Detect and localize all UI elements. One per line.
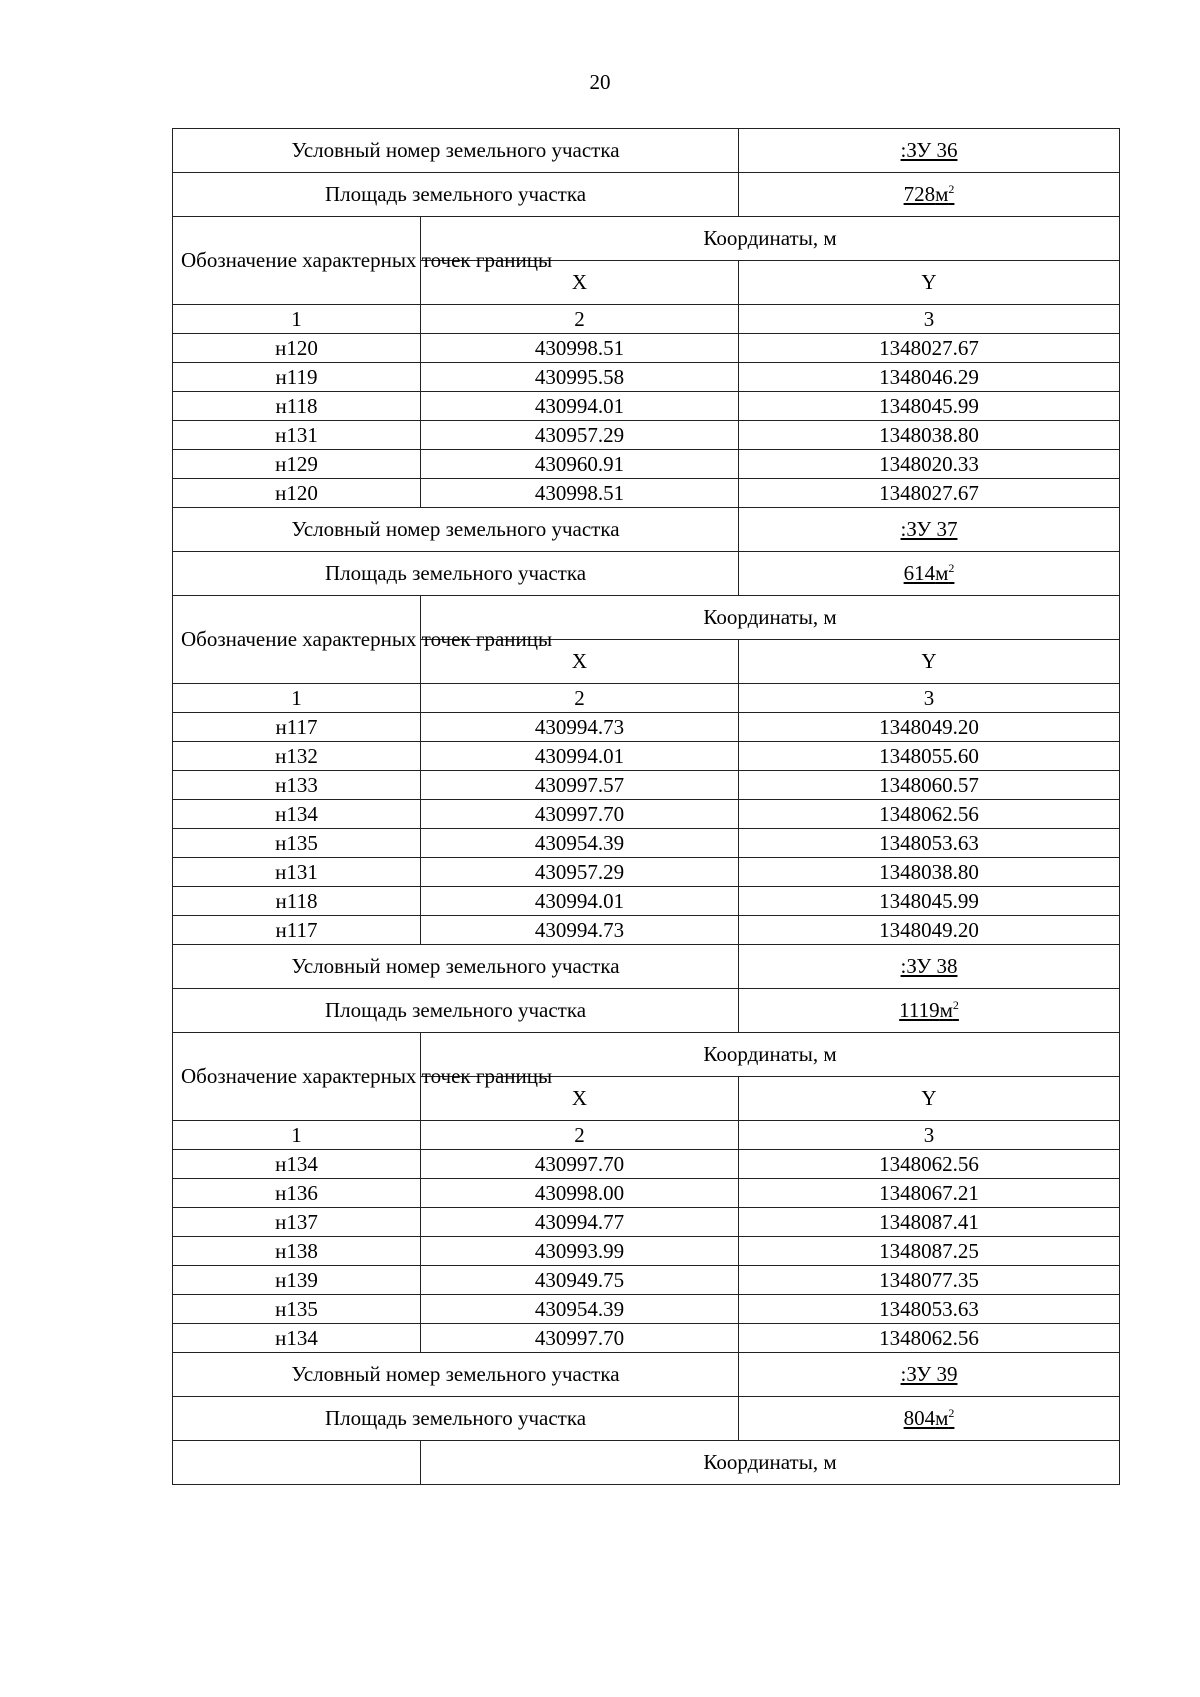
table-row: [173, 334, 1120, 363]
point-y: 1348027.67: [739, 334, 1120, 363]
plot-number: :ЗУ 39: [900, 1362, 958, 1386]
point-name: н117: [173, 713, 421, 742]
table-row: [173, 742, 1120, 771]
area-unit: м: [939, 998, 953, 1022]
column-number-2: 2: [421, 684, 739, 713]
point-y: 1348027.67: [739, 479, 1120, 508]
designation-header: Обозначение характерных точек границы: [173, 596, 421, 684]
area-unit-superscript: 2: [948, 182, 955, 196]
table-row: [173, 392, 1120, 421]
point-name: н131: [173, 421, 421, 450]
point-y: 1348087.41: [739, 1208, 1120, 1237]
y-header: Y: [739, 640, 1120, 684]
point-y: 1348062.56: [739, 1324, 1120, 1353]
point-y: 1348038.80: [739, 858, 1120, 887]
table-row: [173, 1150, 1120, 1179]
point-name: н131: [173, 858, 421, 887]
point-x: 430994.01: [421, 392, 739, 421]
plot-number-label: Условный номер земельного участка: [173, 129, 739, 173]
plot-number-value: [739, 1353, 1120, 1397]
area-number: 614: [903, 561, 936, 585]
designation-header: Обозначение характерных точек границы: [173, 1033, 421, 1121]
point-x: 430997.70: [421, 800, 739, 829]
designation-header: Обозначение характерных точек границы: [173, 217, 421, 305]
coords-header-row: [173, 1033, 1120, 1077]
point-name: н117: [173, 916, 421, 945]
point-y: 1348077.35: [739, 1266, 1120, 1295]
coords-header-row: [173, 596, 1120, 640]
point-x: 430954.39: [421, 1295, 739, 1324]
point-y: 1348055.60: [739, 742, 1120, 771]
plot-number-label: Условный номер земельного участка: [173, 508, 739, 552]
column-number-1: 1: [173, 1121, 421, 1150]
point-y: 1348049.20: [739, 713, 1120, 742]
area-label: Площадь земельного участка: [173, 989, 739, 1033]
area-unit-superscript: 2: [948, 561, 955, 575]
coords-header-row: [173, 1441, 1120, 1485]
plot-number: :ЗУ 36: [900, 138, 958, 162]
point-y: 1348053.63: [739, 829, 1120, 858]
point-name: н132: [173, 742, 421, 771]
point-y: 1348067.21: [739, 1179, 1120, 1208]
table-row: [173, 1208, 1120, 1237]
plot-number: :ЗУ 38: [900, 954, 958, 978]
point-x: 430998.51: [421, 334, 739, 363]
point-name: н118: [173, 887, 421, 916]
point-x: 430998.51: [421, 479, 739, 508]
coordinates-table: [172, 128, 1120, 1485]
x-header: X: [421, 1077, 739, 1121]
point-x: 430994.73: [421, 916, 739, 945]
area-row: [173, 552, 1120, 596]
table-row: [173, 858, 1120, 887]
point-name: н135: [173, 1295, 421, 1324]
point-x: 430954.39: [421, 829, 739, 858]
point-y: 1348060.57: [739, 771, 1120, 800]
plot-number-row: [173, 945, 1120, 989]
area-value: [904, 1406, 955, 1430]
area-value: [904, 182, 955, 206]
y-header: Y: [739, 261, 1120, 305]
table-row: [173, 829, 1120, 858]
point-y: 1348020.33: [739, 450, 1120, 479]
area-row: [173, 1397, 1120, 1441]
point-name: н134: [173, 1150, 421, 1179]
plot-number-row: [173, 508, 1120, 552]
area-unit: м: [935, 561, 949, 585]
table-row: [173, 771, 1120, 800]
area-number: 728: [903, 182, 936, 206]
table-row: [173, 800, 1120, 829]
column-number-row: [173, 1121, 1120, 1150]
column-number-2: 2: [421, 1121, 739, 1150]
area-cell: [739, 989, 1120, 1033]
point-name: н137: [173, 1208, 421, 1237]
area-number: 1119: [899, 998, 940, 1022]
column-number-2: 2: [421, 305, 739, 334]
point-x: 430997.57: [421, 771, 739, 800]
point-name: н119: [173, 363, 421, 392]
point-name: н129: [173, 450, 421, 479]
area-number: 804: [903, 1406, 936, 1430]
point-name: н134: [173, 800, 421, 829]
table-row: [173, 363, 1120, 392]
area-unit-superscript: 2: [948, 1406, 955, 1420]
coords-header: Координаты, м: [421, 217, 1120, 261]
page-number: 20: [589, 70, 611, 94]
table-row: [173, 1324, 1120, 1353]
column-number-row: [173, 305, 1120, 334]
point-y: 1348038.80: [739, 421, 1120, 450]
area-unit: м: [935, 1406, 949, 1430]
table-row: [173, 887, 1120, 916]
plot-number-value: [739, 945, 1120, 989]
point-y: 1348053.63: [739, 1295, 1120, 1324]
column-number-3: 3: [739, 1121, 1120, 1150]
coords-header-row: [173, 217, 1120, 261]
point-name: н136: [173, 1179, 421, 1208]
point-y: 1348087.25: [739, 1237, 1120, 1266]
point-name: н120: [173, 334, 421, 363]
y-header: Y: [739, 1077, 1120, 1121]
point-x: 430994.01: [421, 742, 739, 771]
plot-number-value: [739, 508, 1120, 552]
point-name: н133: [173, 771, 421, 800]
plot-number-label: Условный номер земельного участка: [173, 945, 739, 989]
point-name: н134: [173, 1324, 421, 1353]
plot-number-row: [173, 129, 1120, 173]
point-y: 1348062.56: [739, 800, 1120, 829]
plot-number-label: Условный номер земельного участка: [173, 1353, 739, 1397]
coords-header: Координаты, м: [421, 1441, 1120, 1485]
point-x: 430957.29: [421, 421, 739, 450]
point-y: 1348045.99: [739, 887, 1120, 916]
point-x: 430997.70: [421, 1324, 739, 1353]
table-row: [173, 916, 1120, 945]
table-row: [173, 450, 1120, 479]
point-name: н138: [173, 1237, 421, 1266]
area-row: [173, 173, 1120, 217]
point-x: 430994.77: [421, 1208, 739, 1237]
point-x: 430995.58: [421, 363, 739, 392]
point-x: 430960.91: [421, 450, 739, 479]
point-x: 430994.73: [421, 713, 739, 742]
point-name: н118: [173, 392, 421, 421]
plot-number-row: [173, 1353, 1120, 1397]
point-y: 1348062.56: [739, 1150, 1120, 1179]
point-y: 1348046.29: [739, 363, 1120, 392]
point-x: 430994.01: [421, 887, 739, 916]
table-row: [173, 1266, 1120, 1295]
column-number-3: 3: [739, 684, 1120, 713]
table-row: [173, 421, 1120, 450]
designation-header-empty: [173, 1441, 421, 1485]
area-value: [904, 561, 955, 585]
x-header: X: [421, 261, 739, 305]
area-label: Площадь земельного участка: [173, 552, 739, 596]
area-value: [899, 998, 959, 1022]
area-label: Площадь земельного участка: [173, 173, 739, 217]
point-name: н139: [173, 1266, 421, 1295]
point-x: 430997.70: [421, 1150, 739, 1179]
point-x: 430949.75: [421, 1266, 739, 1295]
area-cell: [739, 1397, 1120, 1441]
point-name: н135: [173, 829, 421, 858]
table-row: [173, 479, 1120, 508]
column-number-row: [173, 684, 1120, 713]
point-y: 1348045.99: [739, 392, 1120, 421]
column-number-3: 3: [739, 305, 1120, 334]
area-unit-superscript: 2: [952, 998, 959, 1012]
column-number-1: 1: [173, 305, 421, 334]
coords-header: Координаты, м: [421, 1033, 1120, 1077]
area-unit: м: [935, 182, 949, 206]
area-cell: [739, 173, 1120, 217]
table-row: [173, 1237, 1120, 1266]
table-row: [173, 713, 1120, 742]
area-row: [173, 989, 1120, 1033]
table-row: [173, 1179, 1120, 1208]
table-row: [173, 1295, 1120, 1324]
area-cell: [739, 552, 1120, 596]
plot-number-value: [739, 129, 1120, 173]
point-x: 430998.00: [421, 1179, 739, 1208]
x-header: X: [421, 640, 739, 684]
plot-number: :ЗУ 37: [900, 517, 958, 541]
area-label: Площадь земельного участка: [173, 1397, 739, 1441]
point-x: 430993.99: [421, 1237, 739, 1266]
column-number-1: 1: [173, 684, 421, 713]
point-name: н120: [173, 479, 421, 508]
point-x: 430957.29: [421, 858, 739, 887]
coords-header: Координаты, м: [421, 596, 1120, 640]
point-y: 1348049.20: [739, 916, 1120, 945]
